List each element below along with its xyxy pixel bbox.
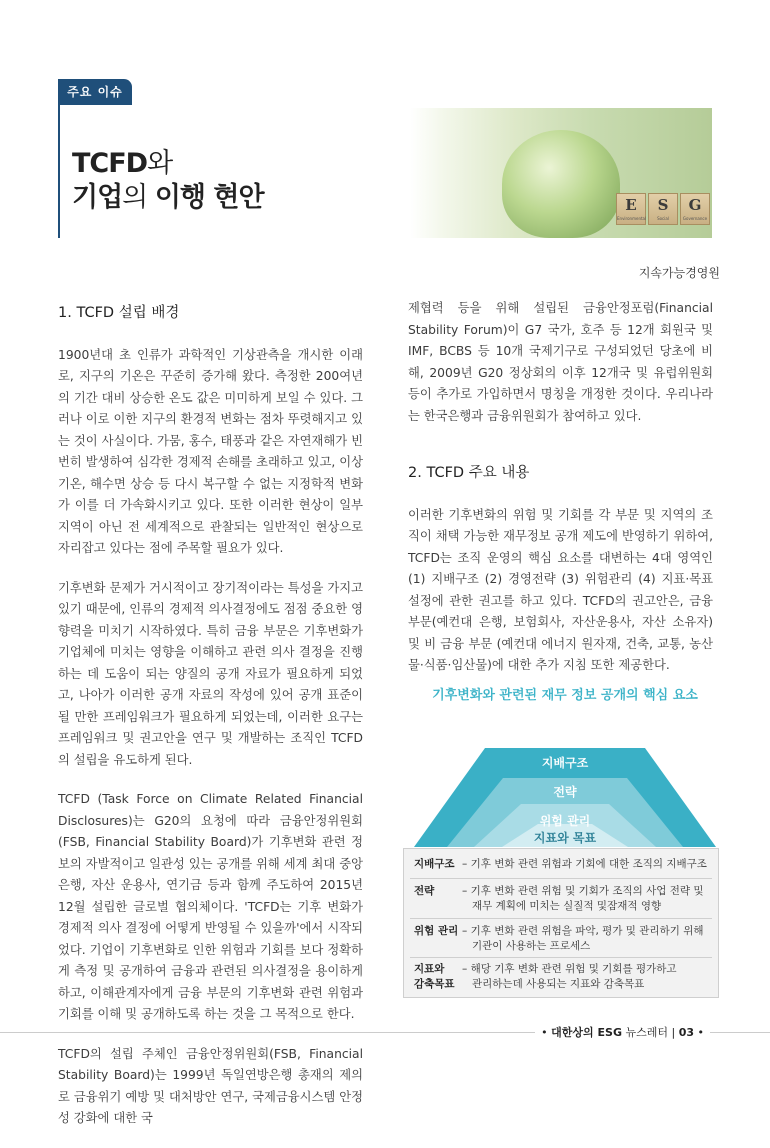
row-desc: [462, 884, 712, 914]
row-desc-line: – 기후 변화 관련 위험 및 기회가 조직의 사업 전략 및: [462, 885, 704, 897]
page-number: 03: [678, 1026, 694, 1039]
esg-sub-e: Environmental: [617, 216, 647, 221]
elements-table: [403, 848, 719, 998]
paragraph: 이러한 기후변화의 위험 및 기회를 각 부문 및 지역의 조직이 채택 가능한 재무정보 공개 제도에 반영하기 위하여, TCFD는 조직 운영의 핵심 요소를 대변하는 4대 영역인 (1) 지배구조 (2) 경영전략 (3) 위험관리 (4) 지표·목표 설정에 관한 권고를 하고 있다. TCFD의 권고안은, 금융 부문(예컨대 은행, 보험회사, 자산운용사, 자산 소유자) 및 비 금융 부문 (예컨대 에너지 원자재, 건축, 교통, 농산물·식품·임산물)에 대한 추가 지침 또한 제공한다.: [408, 507, 713, 672]
paragraph: TCFD (Task Force on Climate Related Financial Disclosures)는 G20의 요청에 따라 금융안정위원회(FSB, Financial Stability Board)가 기후변화 관련 정보의 자발적이고 일관성 있는 공개를 위해 세계 최대 중앙은행, 자산 운용사, 연기금 등과 함께 주도하여 2015년 12월 설립한 글로벌 협의체이다. 'TCFD는 기후 변화가 경제적 의사 결정에 어떻게 반영될 수 있을까'에서 시작되었다. 기업이 기후변화로 인한 위험과 기회를 보다 정확하게 측정 및 공개하여 금융과 관련된 의사결정을 용이하게 하고, 이해관계자에게 금융 부문의 기후변화 관련 위험과 기회를 이해 및 공개하도록 하는 것을 그 목적으로 한다.: [58, 792, 363, 1021]
footer: • 대한상의 ESG 뉴스레터 | 03 •: [535, 1026, 710, 1040]
row-key: [414, 962, 455, 992]
footer-publication: 대한상의 ESG: [551, 1026, 622, 1039]
globe-illustration: [502, 130, 620, 238]
row-key: 위험 관리: [414, 925, 459, 937]
divider: [410, 957, 712, 958]
title-tcfd: TCFD: [72, 148, 148, 179]
esg-letter-s: S: [657, 196, 669, 214]
title-company: 기업: [72, 182, 123, 213]
esg-block-e: [616, 193, 646, 225]
page-title: [72, 147, 264, 215]
esg-block-s: [648, 193, 678, 225]
author: 지속가능경영원: [638, 266, 720, 280]
row-key-line: 감축목표: [414, 978, 455, 990]
row-desc-line: 관리하는데 사용되는 지표와 감축목표: [472, 978, 645, 990]
footer-newsletter: 뉴스레터 |: [621, 1026, 679, 1039]
paragraph: 1900년대 초 인류가 과학적인 기상관측을 개시한 이래로, 지구의 기온은 꾸준히 증가해 왔다. 측정한 200여년의 기간 대비 상승한 온도 값은 미미하게 보일 수 있다. 그러나 이로 이한 지구의 환경적 변화는 점차 뚜렷해지고 있는 것이 사실이다. 가뭄, 홍수, 태풍과 같은 자연재해가 빈번히 발생하여 심각한 경제적 손해를 초래하고 있고, 이상기온, 해수면 상승 등 다시 복구할 수 없는 지정학적 변화가 이를 더 가속화시키고 있다. 또한 이러한 현상이 일부 지역이 아닌 전 세계적으로 관찰되는 일반적인 현상으로 자리잡고 있다는 점에 주목할 필요가 있다.: [58, 347, 363, 555]
diagram-title: 기후변화와 관련된 재무 정보 공개의 핵심 요소: [432, 688, 698, 703]
layer-label-governance: 지배구조: [541, 756, 589, 770]
right-column: [408, 298, 713, 695]
esg-letter-e: E: [625, 196, 637, 214]
row-desc-line: – 기후 변화 관련 위험을 파악, 평가 및 관리하기 위해: [462, 925, 704, 937]
esg-sub-g: Governance: [682, 216, 708, 221]
esg-sub-s: Social: [657, 216, 669, 221]
header-accent-line: [58, 105, 60, 238]
layer-label-risk: 위험 관리: [539, 814, 591, 828]
row-key: 지배구조: [414, 858, 455, 870]
row-key-line: 지표와: [414, 963, 445, 975]
left-column: [58, 303, 363, 1148]
layer-label-strategy: 전략: [553, 785, 577, 799]
section-badge: 주요 이슈: [58, 79, 132, 105]
paragraph: 기후변화 문제가 거시적이고 장기적이라는 특성을 가지고 있기 때문에, 인류의 경제적 의사결정에도 점점 중요한 영향력을 미치기 시작하였다. 특히 금융 부문은 기후변화가 기업체에 미치는 영향을 이해하고 관련 의사 결정을 진행하는 데 도움이 되는 양질의 공개 자료가 필요하게 되었고, 나아가 이러한 공개 자료의 작성에 있어 공개 표준이 될 만한 프레임워크가 필요하게 되었는데, 이러한 요구는 프레임워크 및 권고안을 연구 및 개발하는 조직인 TCFD의 설립을 유도하게 된다.: [58, 580, 363, 767]
esg-letter-g: G: [688, 196, 702, 214]
hero-image: [410, 108, 712, 238]
divider: [410, 918, 712, 919]
title-of: 의: [122, 182, 155, 213]
title-issues: 이행 현안: [154, 182, 264, 213]
row-desc-line: – 해당 기후 변화 관련 위험 및 기회를 평가하고: [462, 963, 677, 975]
divider: [410, 878, 712, 879]
row-key: 전략: [414, 885, 435, 897]
layer-label-metrics: 지표와 목표: [533, 831, 597, 845]
row-desc-line: 기관이 사용하는 프로세스: [472, 940, 591, 952]
section-heading-1: 1. TCFD 설립 배경: [58, 305, 180, 321]
row-desc: [462, 962, 712, 992]
row-desc: – 기후 변화 관련 위험과 기회에 대한 조직의 지배구조: [462, 858, 707, 870]
section-heading-2: 2. TCFD 주요 내용: [408, 465, 530, 481]
title-particle: 와: [147, 148, 173, 179]
esg-block-g: [680, 193, 710, 225]
row-desc: [462, 924, 712, 954]
pyramid-diagram: [400, 700, 730, 850]
paragraph: TCFD의 설립 주체인 금융안정위원회(FSB, Financial Stability Board)는 1999년 독일연방은행 총재의 제의로 금융위기 예방 및 대처방안 연구, 국제금융시스템 안정성 강화에 대한 국: [58, 1046, 363, 1125]
paragraph-continuation: 제협력 등을 위해 설립된 금융안정포럼(Financial Stability Forum)이 G7 국가, 호주 등 12개 회원국 및 IMF, BCBS 등 10개 국제기구로 구성되었던 당초에 비해, 2009년 G20 정상회의 이후 12개국 및 유럽위원회 등이 추가로 가입하면서 명칭을 개정한 것이다. 우리나라는 한국은행과 금융위원회가 참여하고 있다.: [408, 301, 713, 423]
row-desc-line: 재무 계획에 미치는 실질적 및잠재적 영향: [472, 900, 662, 912]
